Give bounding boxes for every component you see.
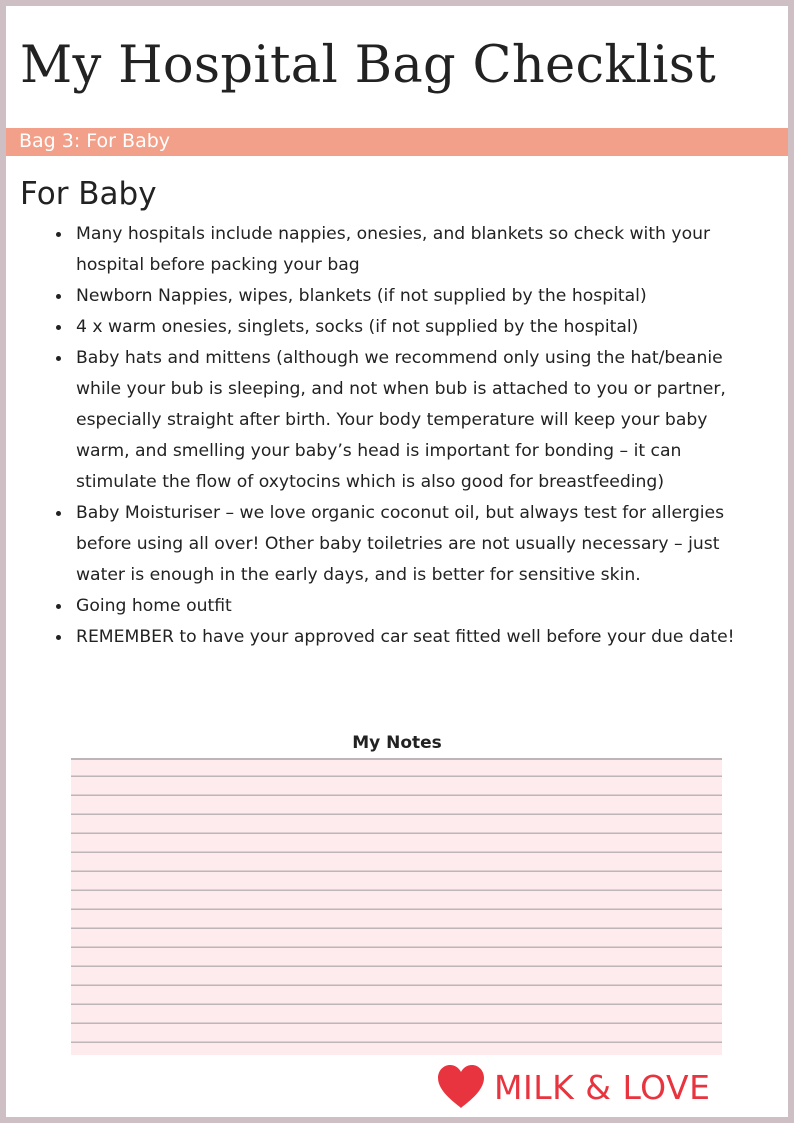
heart-icon: [436, 1064, 486, 1110]
bag-banner: [6, 128, 788, 156]
checklist-item: 4 x warm onesies, singlets, socks (if not supplied by the hospital): [76, 312, 766, 343]
checklist-item: Many hospitals include nappies, onesies, and blankets so check with your hospital before packing your bag: [76, 219, 766, 281]
notes-title: My Notes: [352, 733, 442, 753]
checklist-item: Newborn Nappies, wipes, blankets (if not supplied by the hospital): [76, 281, 766, 312]
notes-lined-area[interactable]: [71, 758, 722, 1055]
brand-name: MILK & LOVE: [494, 1067, 711, 1107]
page-title: My Hospital Bag Checklist: [20, 36, 717, 95]
bag-label: Bag 3: For Baby: [19, 130, 171, 152]
checklist-item: REMEMBER to have your approved car seat fitted well before your due date!: [76, 622, 766, 653]
brand-logo: [436, 1064, 710, 1110]
checklist-item: Baby hats and mittens (although we recommend only using the hat/beanie while your bub is sleeping, and not when bub is attached to you or partner, especially straight after birth. Your body temperature will keep your baby warm, and smelling your baby’s head is important for bonding – it can stimulate the flow of oxytocins which is also good for breastfeeding): [76, 343, 766, 498]
checklist-item: Going home outfit: [76, 591, 766, 622]
checklist: [48, 219, 766, 653]
checklist-item: Baby Moisturiser – we love organic coconut oil, but always test for allergies before using all over! Other baby toiletries are not usually necessary – just water is enough in the early days, and is better for sensitive skin.: [76, 498, 766, 591]
section-heading: For Baby: [20, 176, 157, 212]
